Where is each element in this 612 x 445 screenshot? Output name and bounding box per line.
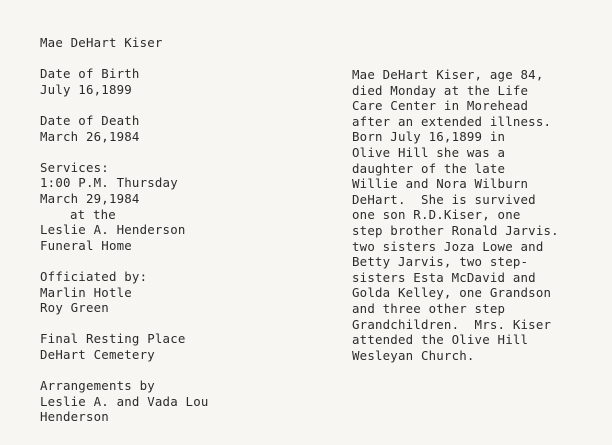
arrangements-line2: Henderson [40, 409, 109, 425]
obituary-line: sisters Esta McDavid and [352, 269, 536, 285]
obituary-line: Wesleyan Church. [352, 347, 475, 363]
left-column-details [40, 35, 300, 425]
obituary-line: after an extended illness. [352, 113, 552, 129]
arrangements-line1: Leslie A. and Vada Lou [40, 393, 209, 409]
resting-place-value: DeHart Cemetery [40, 346, 155, 362]
obituary-line: Care Center in Morehead [352, 98, 529, 114]
obituary-line: one son R.D.Kiser, one [352, 207, 521, 223]
services-at: at the [70, 206, 116, 222]
services-date: March 29,1984 [40, 190, 140, 206]
obituary-line: Born July 16,1899 in [352, 129, 506, 145]
services-place-line1: Leslie A. Henderson [40, 222, 186, 238]
officiated-label: Officiated by: [40, 268, 148, 284]
death-date: March 26,1984 [40, 128, 140, 144]
obituary-line: and three other step [352, 300, 506, 316]
officiant-1: Marlin Hotle [40, 284, 132, 300]
obituary-line: Willie and Nora Wilburn [352, 176, 529, 192]
services-time: 1:00 P.M. Thursday [40, 175, 178, 191]
services-label: Services: [40, 159, 109, 175]
obituary-line: Grandchildren. Mrs. Kiser [352, 316, 552, 332]
obituary-line: step brother Ronald Jarvis. [352, 222, 559, 238]
obituary-line: Mae DeHart Kiser, age 84, [352, 67, 544, 82]
obituary-line: Olive Hill she was a [352, 144, 506, 160]
obituary-line: Golda Kelley, one Grandson [352, 285, 552, 301]
obituary-line: attended the Olive Hill [352, 332, 529, 348]
birth-label: Date of Birth [40, 66, 140, 82]
obituary-line: DeHart. She is survived [352, 191, 536, 207]
deceased-name: Mae DeHart Kiser [40, 35, 163, 50]
obituary-line: daughter of the late [352, 160, 506, 176]
arrangements-label: Arrangements by [40, 378, 155, 394]
services-place-line2: Funeral Home [40, 237, 132, 253]
obituary-line: two sisters Joza Lowe and [352, 238, 544, 254]
resting-place-label: Final Resting Place [40, 331, 186, 347]
obituary-line: died Monday at the Life [352, 82, 529, 98]
obituary-text [352, 67, 607, 363]
death-label: Date of Death [40, 112, 140, 128]
officiant-2: Roy Green [40, 300, 109, 316]
birth-date: July 16,1899 [40, 81, 132, 97]
obituary-line: Betty Jarvis, two step- [352, 254, 529, 270]
